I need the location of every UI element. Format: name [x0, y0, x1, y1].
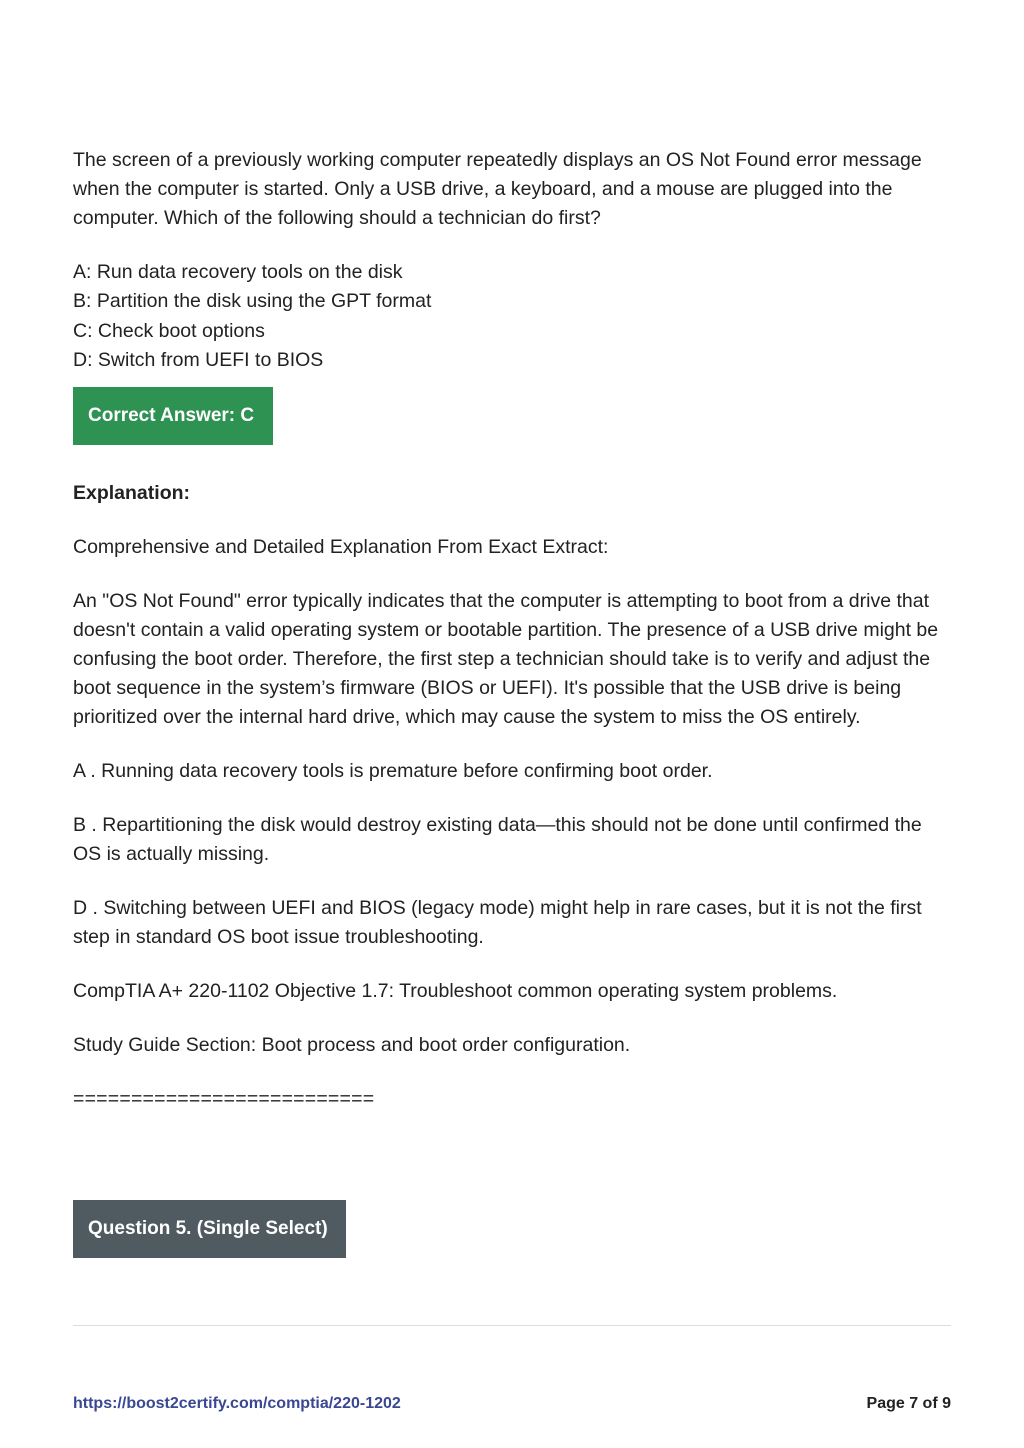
objective-reference: CompTIA A+ 220-1102 Objective 1.7: Troubleshoot common operating system problems. — [73, 980, 838, 1003]
option-a: A: Run data recovery tools on the disk — [73, 261, 403, 284]
document-body — [73, 146, 951, 1114]
explanation-option-b: B . Repartitioning the disk would destroy existing data—this should not be done until confirmed the OS is actually missing. — [73, 814, 922, 866]
page-number: Page 7 of 9 — [866, 1395, 951, 1412]
footer-divider — [73, 1325, 951, 1326]
answer-options — [73, 258, 951, 375]
explanation-option-a: A . Running data recovery tools is premature before confirming boot order. — [73, 760, 713, 783]
option-b: B: Partition the disk using the GPT format — [73, 290, 432, 313]
section-divider: ========================== — [73, 1087, 375, 1110]
explanation-option-d: D . Switching between UEFI and BIOS (legacy mode) might help in rare cases, but it is not the first step in standard OS boot issue troubleshooting. — [73, 897, 922, 949]
question-text: The screen of a previously working computer repeatedly displays an OS Not Found error message when the computer is started. Only a USB drive, a keyboard, and a mouse are plugged into the computer. Which of the following should a technician do first? — [73, 149, 922, 230]
study-guide-reference: Study Guide Section: Boot process and boot order configuration. — [73, 1033, 631, 1056]
explanation-intro: Comprehensive and Detailed Explanation From Exact Extract: — [73, 535, 609, 558]
correct-answer-badge: Correct Answer: C — [73, 387, 273, 445]
option-c: C: Check boot options — [73, 319, 265, 342]
next-question-header: Question 5. (Single Select) — [73, 1200, 346, 1258]
option-d: D: Switch from UEFI to BIOS — [73, 348, 324, 371]
footer-url-link[interactable]: https://boost2certify.com/comptia/220-1202 — [73, 1395, 401, 1412]
explanation-heading: Explanation: — [73, 482, 191, 505]
explanation-main: An "OS Not Found" error typically indicates that the computer is attempting to boot from a drive that doesn't contain a valid operating system or bootable partition. The presence of a USB drive might be confusing the boot order. Therefore, the first step a technician should take is to verify and adjust the boot sequence in the system’s firmware (BIOS or UEFI). It's possible that the USB drive is being prioritized over the internal hard drive, which may cause the system to miss the OS entirely. — [73, 589, 939, 729]
